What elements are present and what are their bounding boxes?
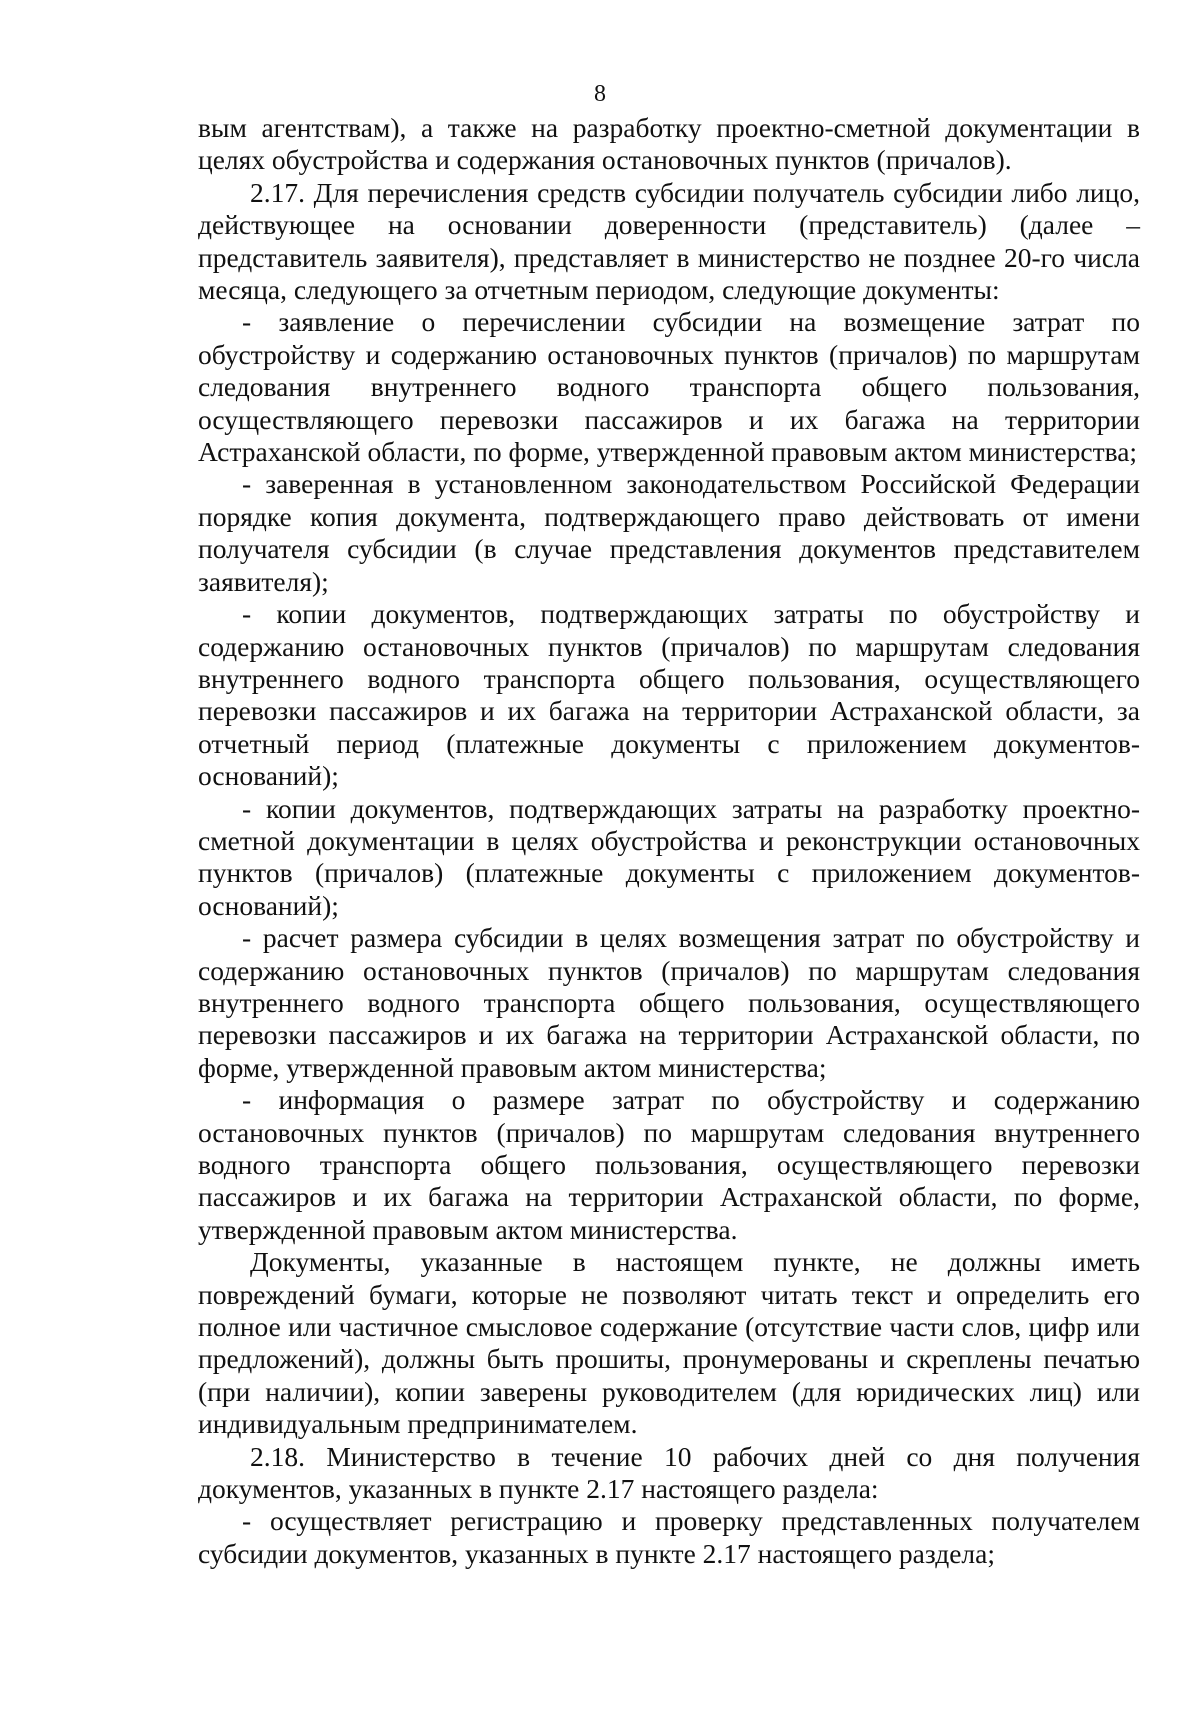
list-item-cost-information: - информация о размере затрат по обустройству и содержанию остановочных пунктов (причалов) по маршрутам следования внутреннего водного транспорта общего пользования, осуществляющего перевозки пассажиров и их багажа на территории Астраханской области, по форме, утвержденной правовым актом министерства.	[198, 1084, 1140, 1245]
paragraph-document-requirements: Документы, указанные в настоящем пункте, не должны иметь повреждений бумаги, которые не позволяют читать текст и определить его полное или частичное смысловое содержание (отсутствие части слов, цифр или предложений), должны быть прошиты, пронумерованы и скреплены печатью (при наличии), копии заверены руководителем (для юридических лиц) или индивидуальным предпринимателем.	[198, 1246, 1140, 1440]
list-item-application: - заявление о перечислении субсидии на возмещение затрат по обустройству и содержанию остановочных пунктов (причалов) по маршрутам следования внутреннего водного транспорта общего пользования, осуществляющего перевозки пассажиров и их багажа на территории Астраханской области, по форме, утвержденной правовым актом министерства;	[198, 306, 1140, 468]
list-item-subsidy-calculation: - расчет размера субсидии в целях возмещения затрат по обустройству и содержанию остановочных пунктов (причалов) по маршрутам следования внутреннего водного транспорта общего пользования, осуществляющего перевозки пассажиров и их багажа на территории Астраханской области, по форме, утвержденной правовым актом министерства;	[198, 922, 1140, 1083]
paragraph-continuation: вым агентствам), а также на разработку проектно-сметной документации в целях обустройства и содержания остановочных пунктов (причалов).	[198, 112, 1140, 176]
list-item-cost-documents: - копии документов, подтверждающих затраты по обустройству и содержанию остановочных пунктов (причалов) по маршрутам следования внутреннего водного транспорта общего пользования, осуществляющего перевозки пассажиров и их багажа на территории Астраханской области, за отчетный период (платежные документы с приложением документов-оснований);	[198, 598, 1140, 792]
document-body	[198, 112, 1140, 1570]
list-item-design-cost-documents: - копии документов, подтверждающих затраты на разработку проектно-сметной документации в целях обустройства и реконструкции остановочных пунктов (причалов) (платежные документы с приложением документов-оснований);	[198, 792, 1140, 921]
list-item-registration-check: - осуществляет регистрацию и проверку представленных получателем субсидии документов, указанных в пункте 2.17 настоящего раздела;	[198, 1505, 1140, 1569]
page-number: 8	[594, 81, 606, 107]
paragraph-clause-2-17: 2.17. Для перечисления средств субсидии получатель субсидии либо лицо, действующее на основании доверенности (представитель) (далее – представитель заявителя), представляет в министерство не позднее 20-го числа месяца, следующего за отчетным периодом, следующие документы:	[198, 176, 1140, 306]
list-item-authority-copy: - заверенная в установленном законодательством Российской Федерации порядке копия документа, подтверждающего право действовать от имени получателя субсидии (в случае представления документов представителем заявителя);	[198, 468, 1140, 597]
paragraph-clause-2-18: 2.18. Министерство в течение 10 рабочих дней со дня получения документов, указанных в пункте 2.17 настоящего раздела:	[198, 1440, 1140, 1505]
